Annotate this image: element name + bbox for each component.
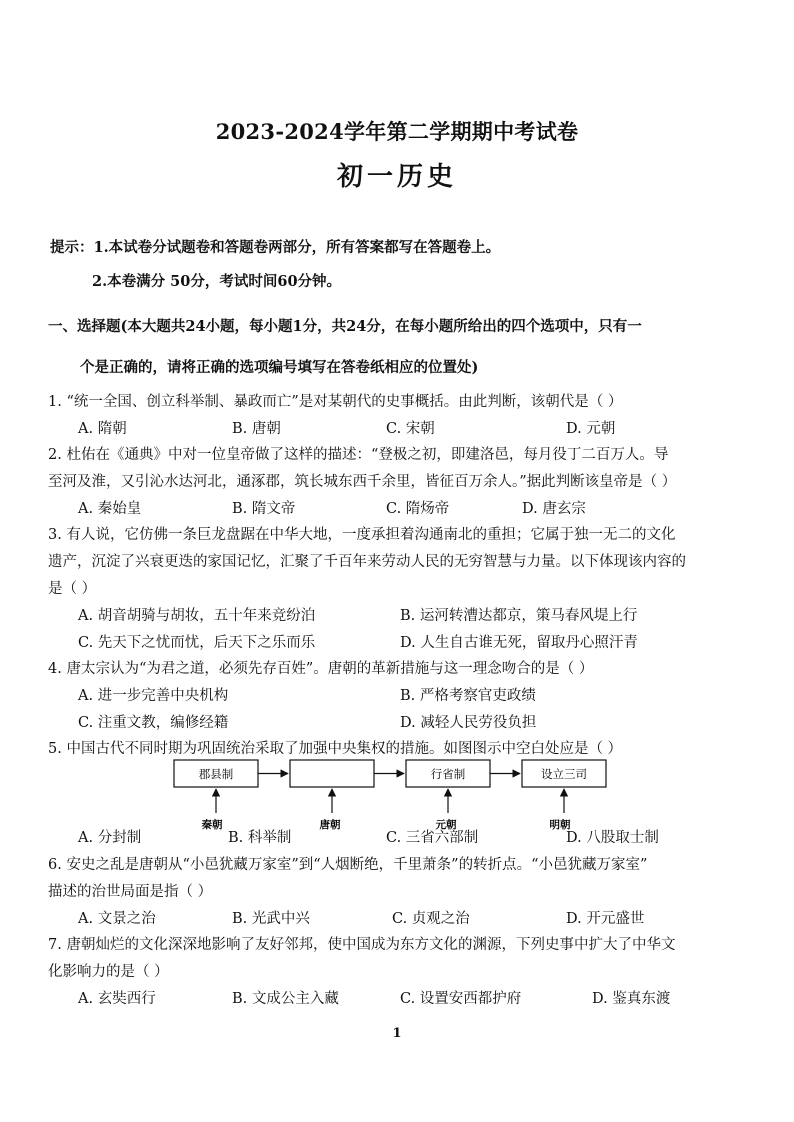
q6-option-a: A. 文景之治 <box>78 911 156 927</box>
question-2-stem-1: 2. 杜佑在《通典》中对一位皇帝做了这样的描述：“登极之初，即建洛邑，每月役丁二百万人。导 <box>48 447 669 463</box>
diagram-box-label-1: 郡县制 <box>198 767 234 781</box>
diagram-dynasty-4: 明朝 <box>549 819 571 831</box>
centralization-diagram <box>160 755 620 835</box>
q4-option-a: A. 进一步完善中央机构 <box>78 688 229 704</box>
q5-option-a: A. 分封制 <box>78 830 142 846</box>
question-3-stem-3: 是（ ） <box>48 581 97 597</box>
question-7-stem-1: 7. 唐朝灿烂的文化深深地影响了友好邻邦，使中国成为东方文化的渊源，下列史事中扩大了中华文 <box>48 937 676 953</box>
q3-option-b: B. 运河转漕达都京，策马春风堤上行 <box>400 608 638 624</box>
question-4-stem: 4. 唐太宗认为“为君之道，必须先存百姓”。唐朝的革新措施与这一理念吻合的是（ ） <box>48 661 594 677</box>
q7-option-b: B. 文成公主入藏 <box>232 991 339 1007</box>
diagram-box-blank <box>290 760 374 787</box>
q5-option-c: C. 三省六部制 <box>386 830 479 846</box>
q4-option-b: B. 严格考察官吏政绩 <box>400 688 536 704</box>
question-1-stem: 1. “统一全国、创立科举制、暴政而亡”是对某朝代的史事概括。由此判断，该朝代是（ ） <box>48 394 623 410</box>
question-2-stem-2: 至河及淮，又引沁水达河北，通涿郡，筑长城东西千余里，皆征百万余人。”据此判断该皇帝是（ ） <box>48 474 677 490</box>
q5-option-b: B. 科举制 <box>228 830 292 846</box>
diagram-dynasty-1: 秦朝 <box>201 819 223 831</box>
diagram-box-label-4: 设立三司 <box>541 767 587 781</box>
q2-option-d: D. 唐玄宗 <box>522 501 586 517</box>
question-3-stem-1: 3. 有人说，它仿佛一条巨龙盘踞在中华大地，一度承担着沟通南北的重担；它属于独一无二的文化 <box>48 527 676 543</box>
q1-option-c: C. 宋朝 <box>386 421 435 437</box>
question-6-stem-2: 描述的治世局面是指（ ） <box>48 884 213 900</box>
q6-option-c: C. 贞观之治 <box>392 911 470 927</box>
q1-option-d: D. 元朝 <box>566 421 616 437</box>
question-7-stem-2: 化影响力的是（ ） <box>48 964 169 980</box>
page-number: 1 <box>392 1026 402 1041</box>
q1-option-b: B. 唐朝 <box>232 421 281 437</box>
q7-option-d: D. 鉴真东渡 <box>592 991 671 1007</box>
q2-option-c: C. 隋炀帝 <box>386 501 450 517</box>
q6-option-b: B. 光武中兴 <box>232 911 310 927</box>
q7-option-a: A. 玄奘西行 <box>78 991 156 1007</box>
q3-option-a: A. 胡音胡骑与胡妆，五十年来竞纷泊 <box>78 608 316 624</box>
section-heading-line-1: 一、选择题(本大题共24小题，每小题1分，共24分，在每小题所给出的四个选项中，只有一 <box>48 318 642 335</box>
q2-option-b: B. 隋文帝 <box>232 501 296 517</box>
notice-line-1: 提示：1.本试卷分试题卷和答题卷两部分，所有答案都写在答题卷上。 <box>50 239 501 256</box>
q5-option-d: D. 八股取士制 <box>566 830 659 846</box>
q3-option-c: C. 先天下之忧而忧，后天下之乐而乐 <box>78 635 316 651</box>
diagram-dynasty-3: 元朝 <box>435 819 457 831</box>
question-5-stem: 5. 中国古代不同时期为巩固统治采取了加强中央集权的措施。如图图示中空白处应是（ ） <box>48 741 623 757</box>
notice-line-2: 2.本卷满分 50分，考试时间60分钟。 <box>92 273 342 290</box>
q7-option-c: C. 设置安西都护府 <box>400 991 522 1007</box>
section-heading-line-2: 个是正确的，请将正确的选项编号填写在答卷纸相应的位置处) <box>80 359 479 376</box>
q2-option-a: A. 秦始皇 <box>78 501 142 517</box>
exam-title: 2023-2024学年第二学期期中考试卷 <box>215 119 579 144</box>
q1-option-a: A. 隋朝 <box>78 421 127 437</box>
q4-option-c: C. 注重文教，编修经籍 <box>78 715 229 731</box>
question-6-stem-1: 6. 安史之乱是唐朝从“小邑犹藏万家室”到“人烟断绝，千里萧条”的转折点。“小邑犹藏万家室” <box>48 857 648 873</box>
diagram-dynasty-2: 唐朝 <box>319 819 341 831</box>
question-3-stem-2: 遗产，沉淀了兴衰更迭的家国记忆，汇聚了千百年来劳动人民的无穷智慧与力量。以下体现该内容的 <box>48 554 686 570</box>
q4-option-d: D. 减轻人民劳役负担 <box>400 715 537 731</box>
q6-option-d: D. 开元盛世 <box>566 911 645 927</box>
q3-option-d: D. 人生自古谁无死，留取丹心照汗青 <box>400 635 638 651</box>
diagram-box-label-3: 行省制 <box>430 767 466 781</box>
subject-title: 初一历史 <box>336 162 457 192</box>
